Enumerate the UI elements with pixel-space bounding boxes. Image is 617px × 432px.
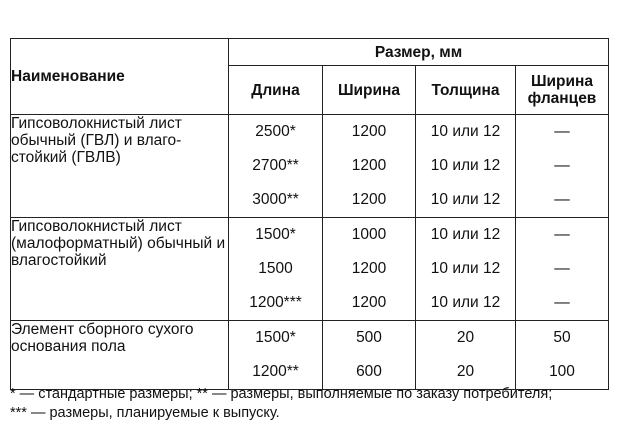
- length-value: 1500*: [255, 226, 296, 243]
- length-value: 2700**: [252, 157, 299, 174]
- table-row-group-3: [11, 321, 609, 390]
- width-value: 1200: [351, 294, 387, 311]
- thickness-value: 10 или 12: [430, 191, 501, 208]
- thickness-value: 20: [456, 329, 475, 346]
- product-name-3: Элемент сборного сухого основания пола: [11, 321, 229, 390]
- table-row-group-1: [11, 115, 609, 218]
- flange-cell-1: [516, 115, 609, 218]
- header-row-top: [11, 39, 609, 66]
- length-cell-2: [229, 218, 323, 321]
- header-length: Длина: [229, 66, 323, 115]
- width-value: 1200: [351, 260, 387, 277]
- thickness-cell-3: [416, 321, 516, 390]
- length-value: 1500*: [255, 329, 296, 346]
- thickness-value: 10 или 12: [430, 294, 501, 311]
- flange-value: —: [554, 226, 570, 243]
- header-thickness: Толщина: [416, 66, 516, 115]
- flange-value: —: [554, 260, 570, 277]
- width-cell-3: [323, 321, 416, 390]
- flange-cell-3: [516, 321, 609, 390]
- width-value: 1200: [351, 123, 387, 140]
- width-value: 500: [356, 329, 382, 346]
- thickness-value: 10 или 12: [430, 157, 501, 174]
- footnotes: [10, 385, 552, 423]
- width-value: 1200: [351, 157, 387, 174]
- header-flange-width: Ширина фланцев: [516, 66, 609, 115]
- thickness-value: 20: [456, 363, 475, 380]
- length-value: 1200**: [252, 363, 299, 380]
- length-value: 1500: [258, 260, 293, 277]
- length-cell-3: [229, 321, 323, 390]
- flange-value: —: [554, 191, 570, 208]
- product-name-1: Гипсоволокнистый лист обычный (ГВЛ) и влаго-стойкий (ГВЛВ): [11, 115, 229, 218]
- length-cell-1: [229, 115, 323, 218]
- flange-value: —: [554, 123, 570, 140]
- width-value: 1200: [351, 191, 387, 208]
- product-name-2: Гипсоволокнистый лист (малоформатный) обычный и влагостойкий: [11, 218, 229, 321]
- length-value: 1200***: [249, 294, 302, 311]
- width-value: 600: [356, 363, 382, 380]
- thickness-value: 10 или 12: [430, 123, 501, 140]
- flange-value: —: [554, 294, 570, 311]
- thickness-value: 10 или 12: [430, 260, 501, 277]
- footnote-line-1: * — стандартные размеры; ** — размеры, выполняемые по заказу потребителя;: [10, 386, 553, 402]
- thickness-cell-2: [416, 218, 516, 321]
- width-value: 1000: [351, 226, 387, 243]
- flange-value: 100: [549, 363, 575, 380]
- table-row-group-2: [11, 218, 609, 321]
- width-cell-1: [323, 115, 416, 218]
- dimensions-table: [10, 38, 609, 390]
- flange-value: —: [554, 157, 570, 174]
- header-size-group: Размер, мм: [229, 39, 609, 66]
- width-cell-2: [323, 218, 416, 321]
- flange-value: 50: [553, 329, 571, 346]
- thickness-value: 10 или 12: [430, 226, 501, 243]
- flange-cell-2: [516, 218, 609, 321]
- length-value: 3000**: [252, 191, 299, 208]
- header-width: Ширина: [323, 66, 416, 115]
- footnote-line-2: *** — размеры, планируемые к выпуску.: [10, 405, 280, 421]
- thickness-cell-1: [416, 115, 516, 218]
- header-name: Наименование: [11, 39, 229, 115]
- spec-table-container: [10, 38, 608, 390]
- length-value: 2500*: [255, 123, 296, 140]
